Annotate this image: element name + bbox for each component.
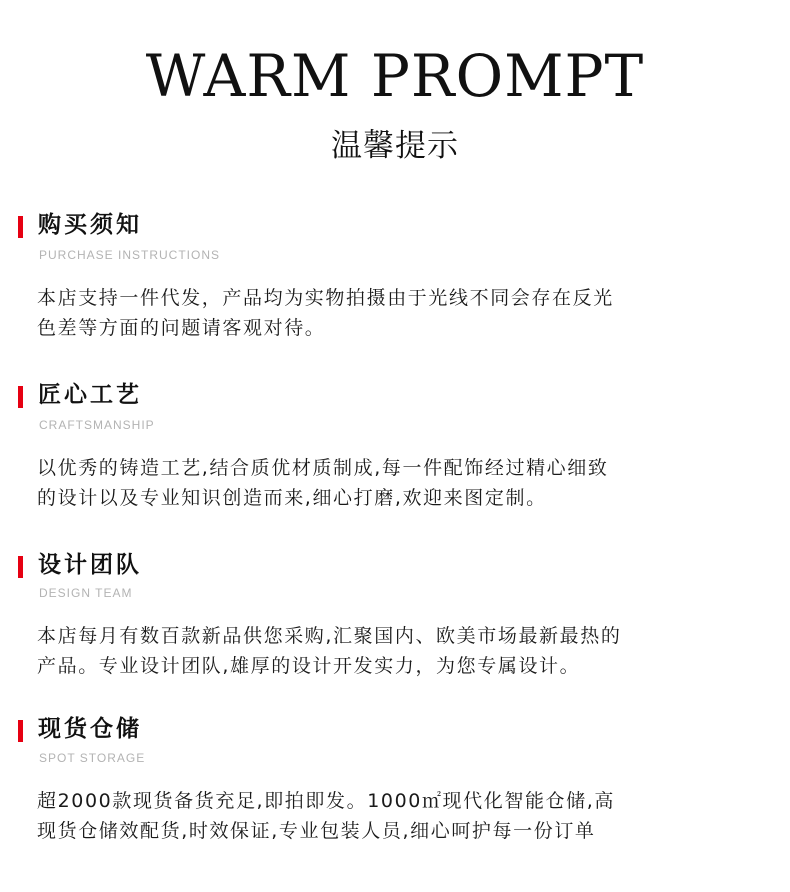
header-title: WARM PROMPT	[145, 42, 645, 110]
body-line: 以优秀的铸造工艺,结合质优材质制成,每一件配饰经过精心细致	[37, 457, 609, 479]
body-line: 产品。专业设计团队,雄厚的设计开发实力，为您专属设计。	[37, 655, 581, 677]
section-body	[37, 786, 777, 846]
section-subtitle: SPOT STORAGE	[39, 751, 146, 765]
section-accent-bar	[18, 720, 23, 742]
header-subtitle: 温馨提示	[331, 128, 459, 164]
section-title: 设计团队	[38, 552, 142, 578]
section-title: 现货仓储	[38, 716, 142, 742]
section-accent-bar	[18, 216, 23, 238]
body-line: 本店每月有数百款新品供您采购,汇聚国内、欧美市场最新最热的	[37, 625, 622, 647]
section-body	[37, 453, 777, 513]
body-line: 的设计以及专业知识创造而来,细心打磨,欢迎来图定制。	[37, 487, 547, 509]
section-subtitle: DESIGN TEAM	[39, 586, 133, 600]
section-accent-bar	[18, 386, 23, 408]
body-line: 色差等方面的问题请客观对待。	[37, 317, 326, 339]
section-title: 匠心工艺	[38, 382, 142, 408]
body-line: 现货仓储效配货,时效保证,专业包装人员,细心呵护每一份订单	[37, 820, 596, 842]
section-body	[37, 621, 777, 681]
body-line: 超2000款现货备货充足,即拍即发。1000㎡现代化智能仓储,高	[37, 790, 615, 812]
section-subtitle: PURCHASE INSTRUCTIONS	[39, 248, 221, 262]
body-line: 本店支持一件代发，产品均为实物拍摄由于光线不同会存在反光	[37, 287, 614, 309]
section-accent-bar	[18, 556, 23, 578]
section-title: 购买须知	[38, 212, 142, 238]
section-body	[37, 283, 777, 343]
section-subtitle: CRAFTSMANSHIP	[39, 418, 155, 432]
